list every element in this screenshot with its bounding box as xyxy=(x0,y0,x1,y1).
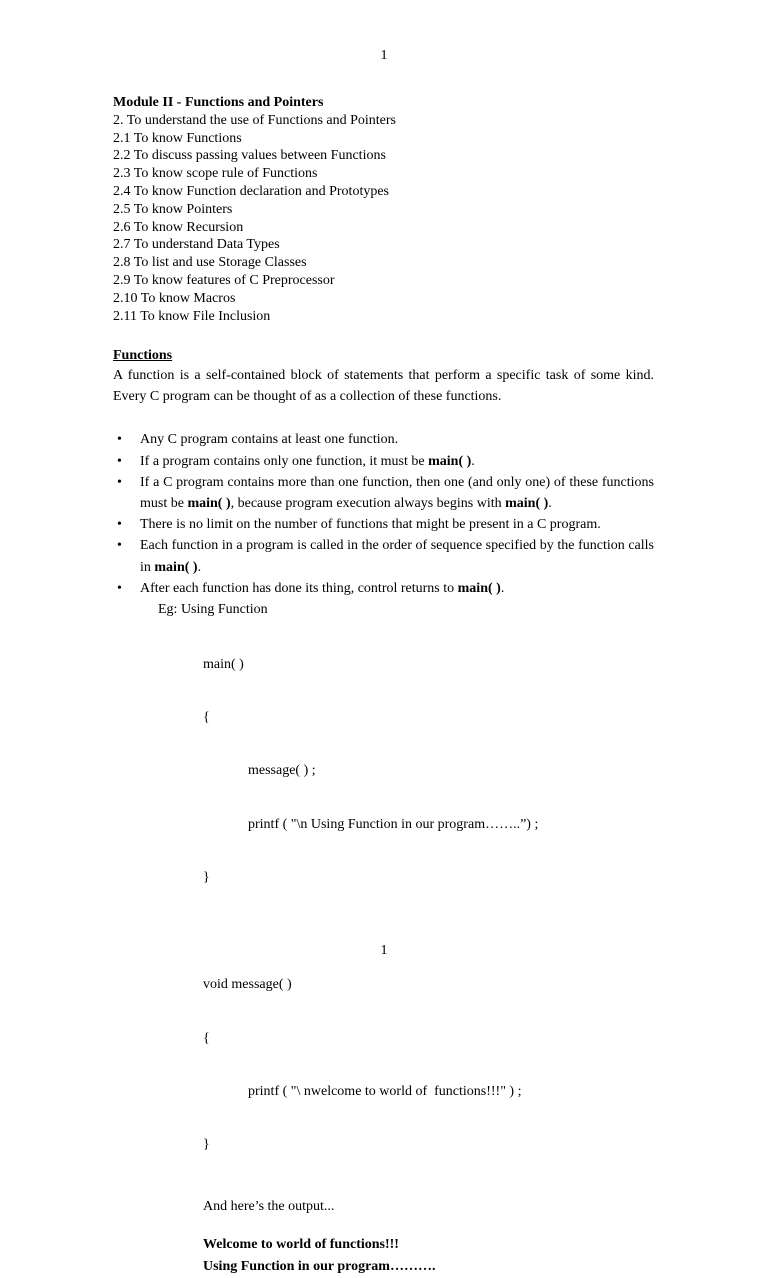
page-number-top: 1 xyxy=(380,48,388,63)
objective-item: 2.9 To know features of C Preprocessor xyxy=(113,272,335,288)
bullet-icon: • xyxy=(117,432,122,448)
bullet-icon: • xyxy=(117,538,122,554)
example-label: Eg: Using Function xyxy=(158,601,268,617)
objective-item: 2.2 To discuss passing values between Functions xyxy=(113,148,386,164)
functions-intro-paragraph: A function is a self-contained block of statements that perform a specific task of some kind. Every C program can be thought of as a collection of these functions. xyxy=(113,368,654,404)
bullet-item xyxy=(113,535,654,577)
code-line: void message( ) xyxy=(203,977,292,993)
bullet-text: There is no limit on the number of functions that might be present in a C program. xyxy=(140,517,601,533)
output-intro: And here’s the output... xyxy=(203,1198,335,1214)
bullet-text-end: . xyxy=(197,559,202,575)
bullet-text-end: . xyxy=(500,580,505,596)
bullet-item xyxy=(113,451,654,472)
bullet-bold-text: main( ) xyxy=(457,580,501,596)
code-line: { xyxy=(203,1030,210,1046)
output-line: Welcome to world of functions!!! xyxy=(203,1236,399,1252)
bullet-bold-text: main( ) xyxy=(154,559,198,575)
code-line: } xyxy=(203,1137,210,1153)
objective-item: 2.5 To know Pointers xyxy=(113,201,233,217)
objective-item: 2. To understand the use of Functions and Pointers xyxy=(113,112,397,128)
code-line: { xyxy=(203,709,210,725)
bullet-icon: • xyxy=(117,453,122,469)
code-spacer xyxy=(203,923,654,941)
bullet-text-end: . xyxy=(471,453,475,469)
bullet-item xyxy=(113,578,654,599)
bullet-text: If a program contains only one function, it must be xyxy=(140,453,429,469)
bullet-text-middle: , because program execution always begins with xyxy=(230,495,506,511)
objectives-list xyxy=(113,112,654,326)
objective-item: 2.3 To know scope rule of Functions xyxy=(113,166,318,182)
bullet-bold-text: main( ) xyxy=(505,495,549,511)
code-line: printf ( "\ nwelcome to world of functions!!!" ) ; xyxy=(248,1083,522,1099)
objective-item: 2.11 To know File Inclusion xyxy=(113,308,271,324)
section-heading-functions: Functions xyxy=(113,348,173,364)
bullet-item xyxy=(113,472,654,514)
bullet-text: Each function in a program is called in the order of sequence specified by the function calls in xyxy=(140,538,654,575)
bullet-bold-text: main( ) xyxy=(187,495,231,511)
program-output xyxy=(203,1234,654,1278)
page-content xyxy=(113,94,654,1278)
code-line: main( ) xyxy=(203,656,244,672)
bullet-text: If a C program contains more than one function, then one (and only one) of these functions must be xyxy=(140,474,654,511)
objective-item: 2.4 To know Function declaration and Prototypes xyxy=(113,183,390,199)
code-line: message( ) ; xyxy=(248,763,316,779)
output-line: Using Function in our program………. xyxy=(203,1258,436,1274)
bullet-item xyxy=(113,514,654,535)
objective-item: 2.7 To understand Data Types xyxy=(113,237,280,253)
bullet-text: After each function has done its thing, control returns to xyxy=(140,580,458,596)
functions-bullet-list xyxy=(113,429,654,599)
bullet-item xyxy=(113,429,654,450)
objective-item: 2.1 To know Functions xyxy=(113,130,242,146)
module-title: Module II - Functions and Pointers xyxy=(113,95,324,110)
objective-item: 2.10 To know Macros xyxy=(113,290,236,306)
objective-item: 2.6 To know Recursion xyxy=(113,219,244,235)
bullet-icon: • xyxy=(117,474,122,490)
code-line: printf ( "\n Using Function in our program……..”) ; xyxy=(248,816,539,832)
bullet-text-end: . xyxy=(548,495,552,511)
bullet-icon: • xyxy=(117,517,122,533)
code-example xyxy=(203,620,654,1190)
code-line: } xyxy=(203,870,210,886)
page-number-bottom: 1 xyxy=(380,943,388,958)
bullet-text: Any C program contains at least one function. xyxy=(140,432,399,448)
bullet-bold-text: main( ) xyxy=(428,453,472,469)
bullet-icon: • xyxy=(117,580,122,596)
objective-item: 2.8 To list and use Storage Classes xyxy=(113,255,307,271)
